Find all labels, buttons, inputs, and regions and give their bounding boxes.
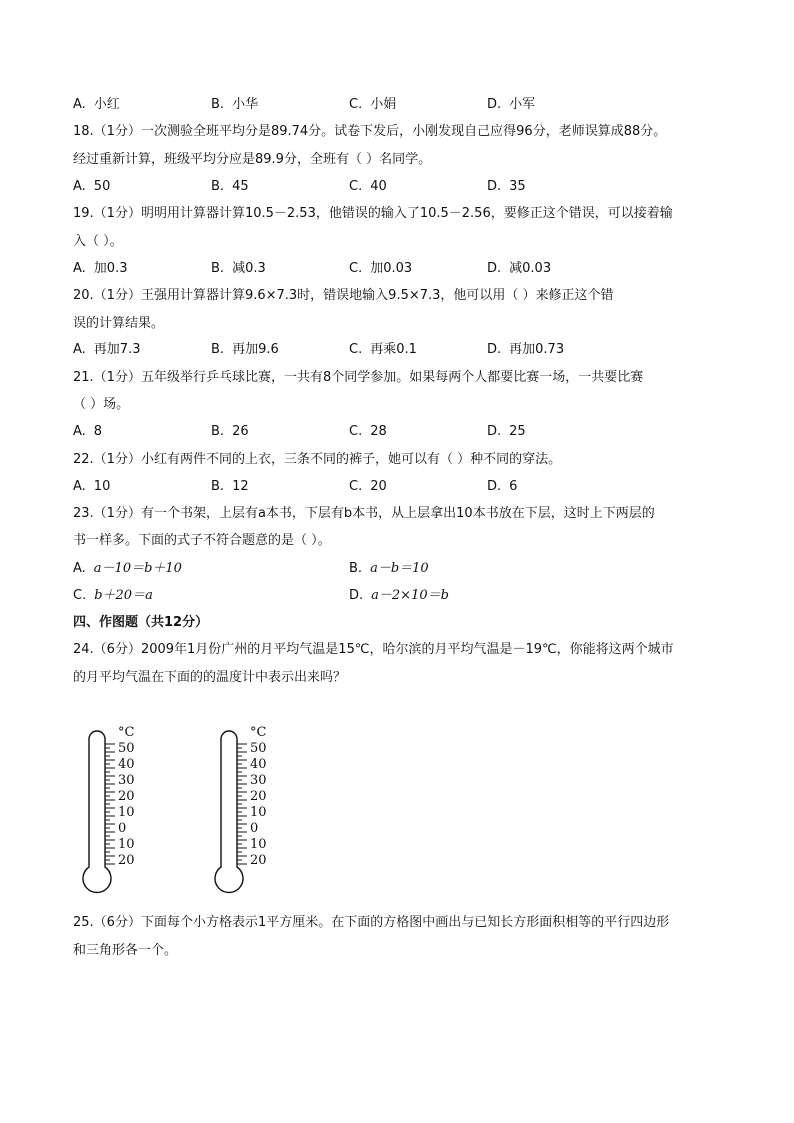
scale-label: 30: [118, 773, 135, 788]
q24-stem-line1: 24.（6分）2009年1月份广州的月平均气温是15℃，哈尔滨的月平均气温是－19℃，你能将这两个城市: [73, 642, 674, 657]
q19-option-c[interactable]: [349, 261, 412, 277]
q23-option-b[interactable]: [349, 561, 429, 577]
option-letter: A.: [73, 342, 86, 357]
option-letter: B.: [349, 561, 363, 576]
option-letter: C.: [349, 97, 363, 112]
option-letter: D.: [487, 179, 502, 194]
q21-option-d[interactable]: [487, 424, 526, 440]
option-letter: A.: [73, 179, 86, 194]
thermometer-ticks: [237, 744, 247, 864]
q19-option-a[interactable]: [73, 261, 127, 277]
q23-stem-line2: 书一样多。下面的式子不符合题意的是（ ）。: [73, 533, 331, 548]
q21-option-c[interactable]: [349, 424, 387, 440]
scale-label: 10: [118, 805, 135, 820]
option-letter: D.: [487, 342, 502, 357]
option-text: 小华: [232, 97, 259, 112]
q22-option-a[interactable]: [73, 479, 110, 495]
scale-label: 20: [118, 853, 135, 868]
option-text: 50: [93, 179, 111, 194]
option-text: 28: [370, 424, 387, 439]
scale-label: 20: [250, 789, 267, 804]
option-letter: D.: [349, 588, 364, 603]
option-text: 小娟: [370, 97, 397, 112]
q18-option-d[interactable]: [487, 179, 526, 195]
option-formula: b＋20＝a: [94, 588, 153, 603]
q20-option-d[interactable]: [487, 342, 564, 358]
option-letter: B.: [211, 424, 225, 439]
scale-label: 0: [250, 821, 259, 836]
scale-label: 40: [118, 757, 135, 772]
q22-option-d[interactable]: [487, 479, 517, 495]
scale-label: 50: [250, 741, 267, 756]
q20-stem-line2: 误的计算结果。: [73, 316, 165, 331]
option-text: 加0.03: [370, 261, 413, 276]
scale-label: 30: [250, 773, 267, 788]
thermometer-unit: °C: [118, 725, 135, 740]
q23-option-c[interactable]: [73, 588, 153, 604]
scale-label: 20: [118, 789, 135, 804]
scale-label: 0: [118, 821, 127, 836]
option-text: 10: [93, 479, 111, 494]
scale-label: 20: [250, 853, 267, 868]
q21-stem-line2: （ ）场。: [73, 397, 130, 412]
thermometer-ticks: [105, 744, 115, 864]
q20-option-c[interactable]: [349, 342, 417, 358]
q21-option-b[interactable]: [211, 424, 249, 440]
q22-option-b[interactable]: [211, 479, 249, 495]
option-text: 35: [509, 179, 526, 194]
option-letter: A.: [73, 97, 86, 112]
q23-option-a[interactable]: [73, 561, 182, 577]
option-text: 再加9.6: [232, 342, 279, 357]
q17-option-d[interactable]: [487, 97, 535, 113]
option-text: 减0.3: [232, 261, 266, 276]
scale-label: 40: [250, 757, 267, 772]
option-text: 12: [232, 479, 249, 494]
option-text: 再乘0.1: [370, 342, 417, 357]
option-text: 6: [509, 479, 518, 494]
q20-option-a[interactable]: [73, 342, 140, 358]
option-text: 加0.3: [93, 261, 128, 276]
q19-stem-line2: 入（ ）。: [73, 234, 123, 249]
q19-option-d[interactable]: [487, 261, 551, 277]
option-letter: C.: [349, 479, 363, 494]
section-heading: 四、作图题（共12分）: [73, 615, 209, 630]
option-letter: B.: [211, 342, 225, 357]
option-letter: A.: [73, 424, 86, 439]
q17-option-a[interactable]: [73, 97, 120, 113]
q19-option-b[interactable]: [211, 261, 266, 277]
option-text: 再加0.73: [509, 342, 565, 357]
option-letter: C.: [73, 588, 87, 603]
option-formula: a－b＝10: [370, 561, 429, 576]
option-letter: B.: [211, 479, 225, 494]
q17-option-c[interactable]: [349, 97, 396, 113]
option-text: 小红: [93, 97, 120, 112]
scale-label: 10: [250, 837, 267, 852]
option-letter: A.: [73, 561, 86, 576]
q23-stem-line1: 23.（1分）有一个书架，上层有a本书，下层有b本书，从上层拿出10本书放在下层，这时上下两层的: [73, 506, 655, 521]
q21-option-a[interactable]: [73, 424, 102, 440]
q18-stem-line2: 经过重新计算，班级平均分应是89.9分，全班有（ ）名同学。: [73, 152, 432, 167]
option-letter: B.: [211, 261, 225, 276]
q20-stem-line1: 20.（1分）王强用计算器计算9.6×7.3时，错误地输入9.5×7.3，他可以用（ ）来修正这个错: [73, 288, 614, 303]
option-letter: A.: [73, 261, 86, 276]
option-text: 再加7.3: [93, 342, 141, 357]
q25-stem-line1: 25.（6分）下面每个小方格表示1平方厘米。在下面的方格图中画出与已知长方形面积相等的平行四边形: [73, 915, 670, 930]
option-letter: D.: [487, 479, 502, 494]
option-letter: C.: [349, 261, 363, 276]
q20-option-b[interactable]: [211, 342, 279, 358]
thermometer-harbin[interactable]: [210, 715, 410, 905]
option-text: 40: [370, 179, 387, 194]
option-letter: C.: [349, 424, 363, 439]
option-letter: D.: [487, 97, 502, 112]
option-text: 8: [93, 424, 103, 439]
q25-stem-line2: 和三角形各一个。: [73, 943, 178, 958]
q24-stem-line2: 的月平均气温在下面的的温度计中表示出来吗？: [73, 670, 347, 685]
option-text: 25: [509, 424, 526, 439]
option-letter: B.: [211, 179, 225, 194]
option-letter: D.: [487, 424, 502, 439]
option-text: 减0.03: [509, 261, 552, 276]
option-letter: B.: [211, 97, 225, 112]
option-letter: C.: [349, 179, 363, 194]
q22-stem-line1: 22.（1分）小红有两件不同的上衣，三条不同的裤子，她可以有（ ）种不同的穿法。: [73, 452, 562, 467]
option-formula: a－2×10＝b: [371, 588, 449, 603]
option-text: 小军: [509, 97, 536, 112]
option-text: 45: [232, 179, 249, 194]
scale-label: 10: [250, 805, 267, 820]
q18-option-c[interactable]: [349, 179, 387, 195]
scale-label: 10: [118, 837, 135, 852]
option-formula: a－10＝b＋10: [93, 561, 182, 576]
scale-label: 50: [118, 741, 135, 756]
q18-stem-line1: 18.（1分）一次测验全班平均分是89.74分。试卷下发后，小刚发现自己应得96分，老师误算成88分。: [73, 124, 667, 139]
q22-option-c[interactable]: [349, 479, 387, 495]
thermometer-unit: °C: [250, 725, 267, 740]
q18-option-a[interactable]: [73, 179, 110, 195]
q17-option-b[interactable]: [211, 97, 258, 113]
option-text: 26: [232, 424, 249, 439]
thermometer-drawing: [210, 715, 410, 905]
q18-option-b[interactable]: [211, 179, 249, 195]
option-text: 20: [370, 479, 387, 494]
option-letter: D.: [487, 261, 502, 276]
q19-stem-line1: 19.（1分）明明用计算器计算10.5－2.53，他错误的输入了10.5－2.56，要修正这个错误，可以接着输: [73, 206, 673, 221]
option-letter: C.: [349, 342, 363, 357]
q23-option-d[interactable]: [349, 588, 449, 604]
q21-stem-line1: 21.（1分）五年级举行乒乓球比赛，一共有8个同学参加。如果每两个人都要比赛一场，一共要比赛: [73, 370, 644, 385]
option-letter: A.: [73, 479, 86, 494]
